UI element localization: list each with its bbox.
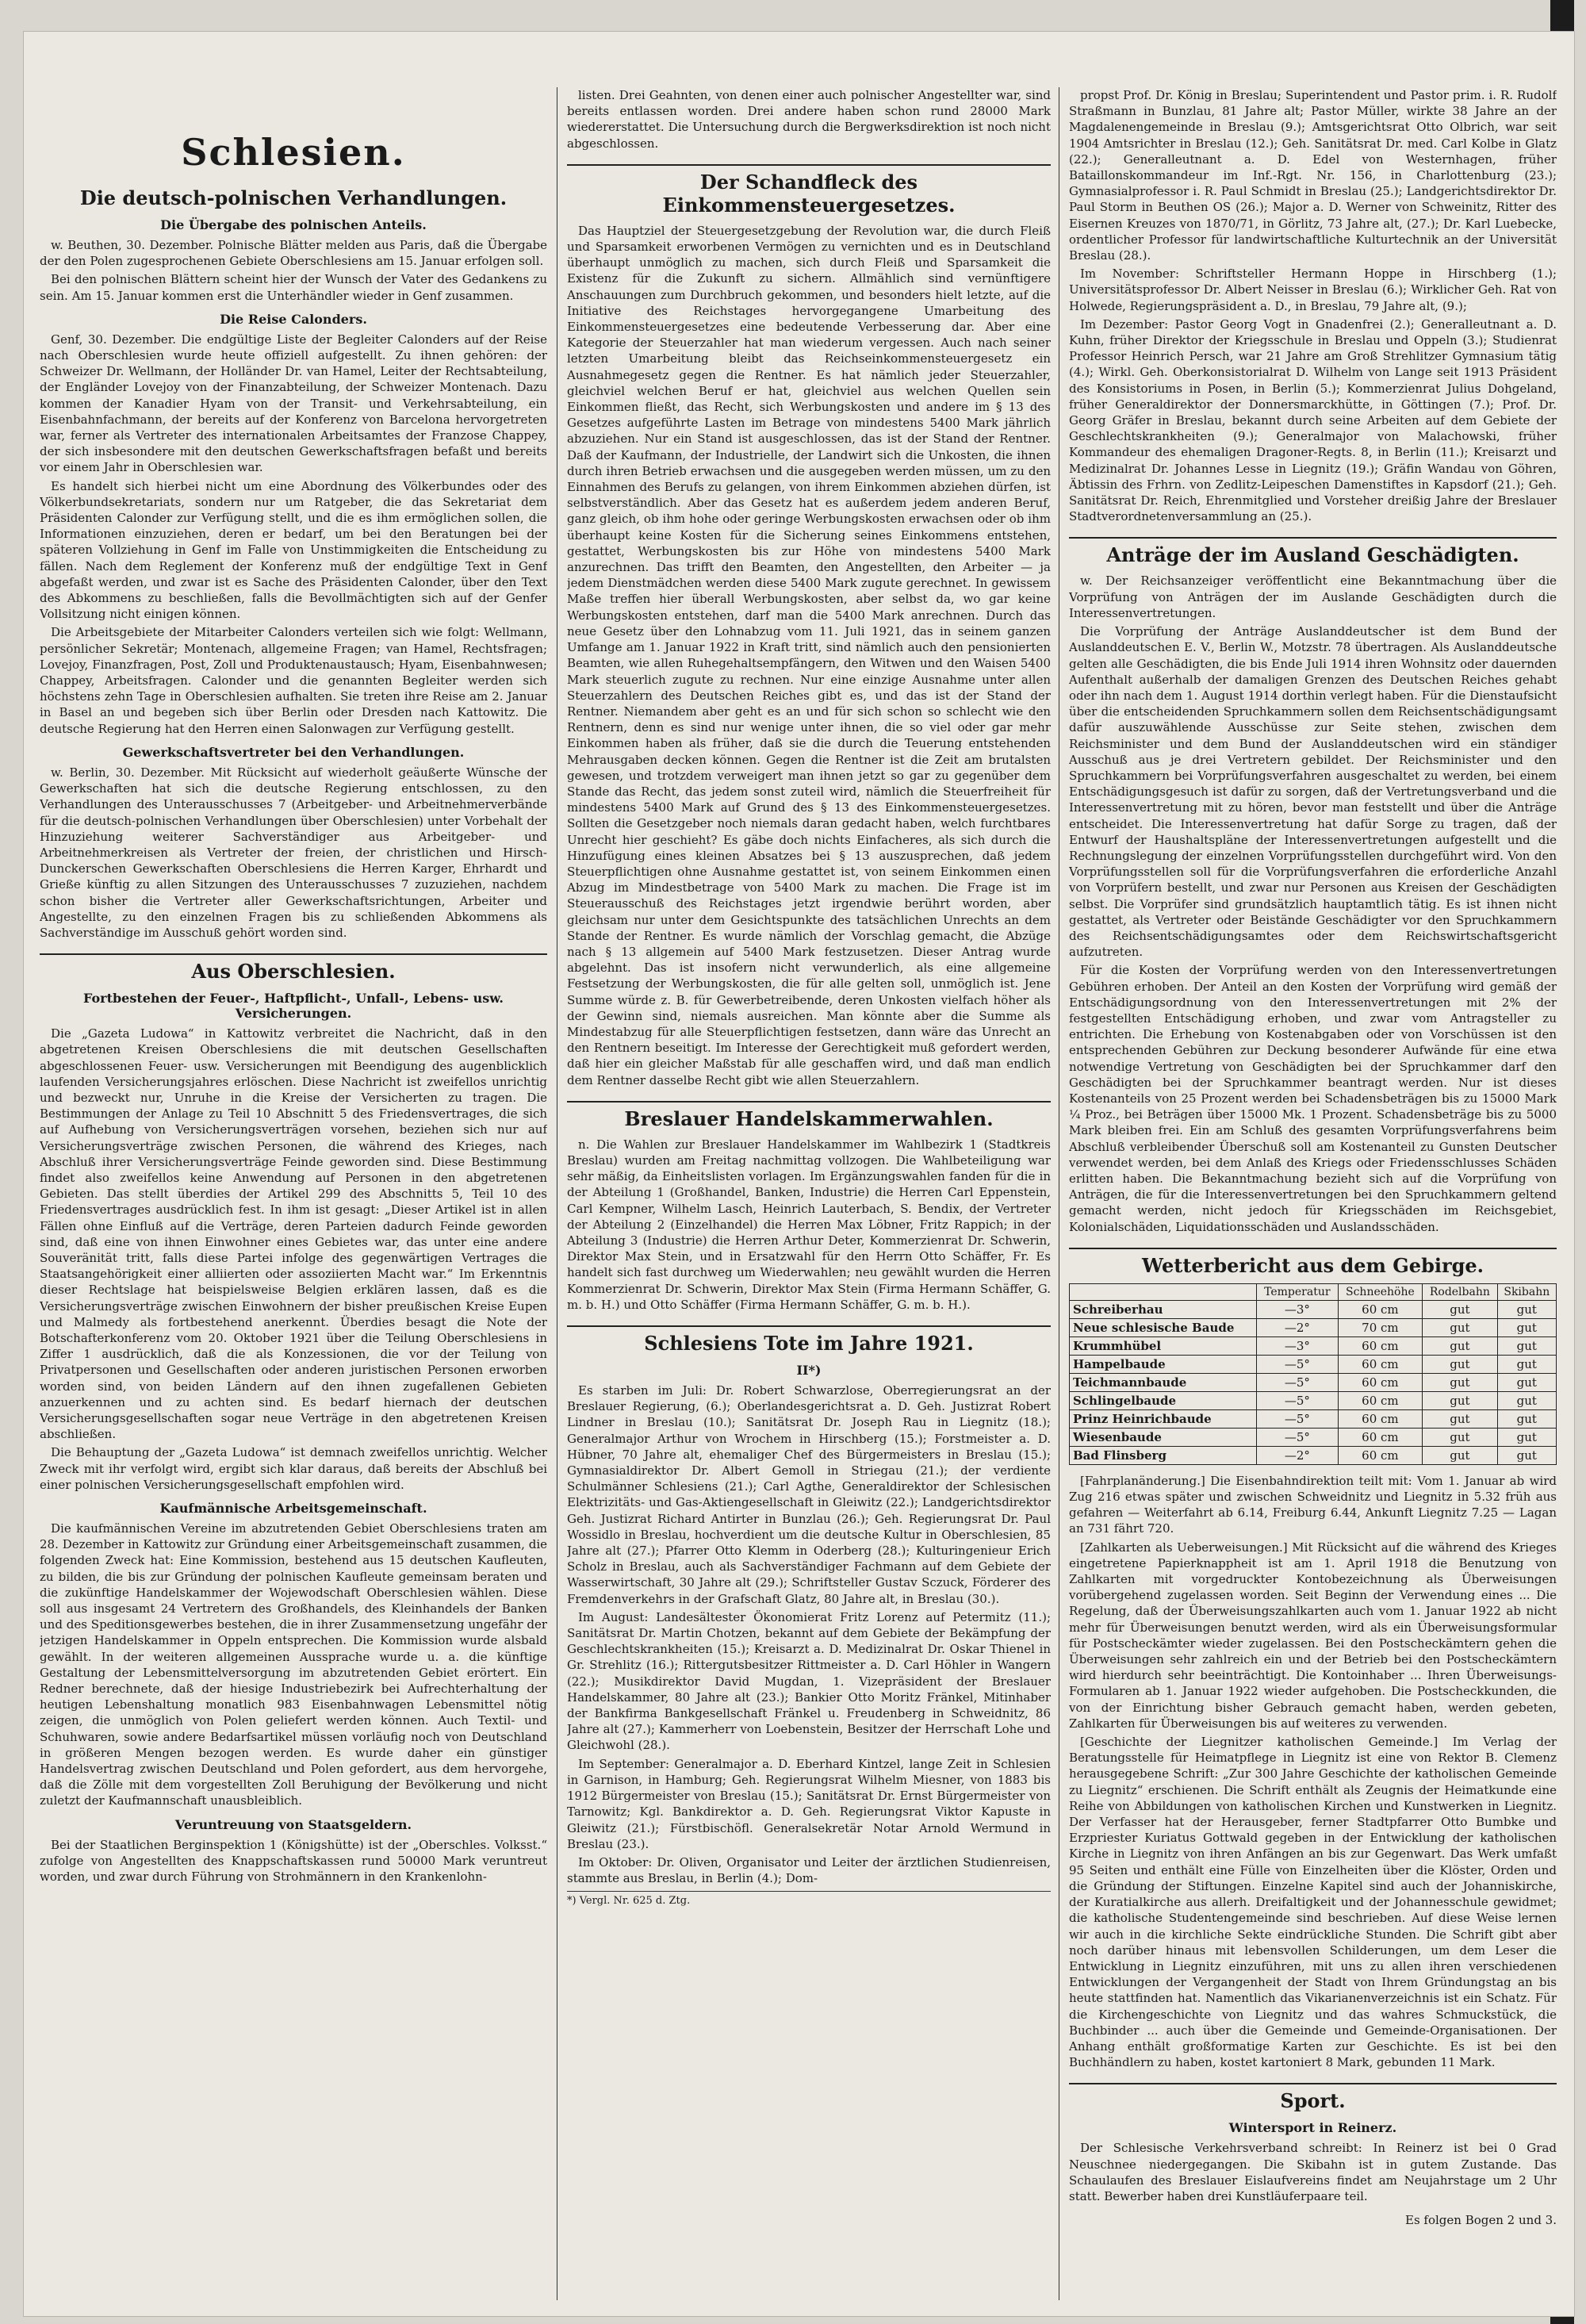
temperature-cell: —3° (1256, 1336, 1338, 1355)
weather-header-cell: Temperatur (1256, 1283, 1338, 1300)
paragraph: listen. Drei Geahnten, von denen einer auch polnischer Angestellter war, sind bereits entlassen worden. Drei andere haben schon rund 28000 Mark wiedererstattet. Die Untersuchung durch die Bergwerksdirektion ist noch nicht abgeschlossen. (567, 88, 1051, 151)
ski-run-cell: gut (1497, 1428, 1556, 1446)
paragraph: Die „Gazeta Ludowa“ in Kattowitz verbreitet die Nachricht, daß in den abgetretenen Kreisen Oberschlesiens die mit deutschen Gesellschaften abgeschlossenen Feuer- usw. Versicherungen mit Beendigung des augenblicklich laufenden Versicherungsjahres erlöschen. Diese Nachricht ist zweifellos unrichtig und bezweckt nur, Unruhe in die Kreise der Versicherten zu tragen. Die Bestimmungen der Anlage zu Teil 10 Abschnitt 5 des Friedensvertrages, die sich auf Aufhebung von Versicherungsverträgen vorsehen, beziehen sich nur auf Versicherungsverträge zwischen Personen, die während des Krieges, nach Abschluß ihrer Versicherungsverträge Feinde geworden sind. Diese Bestimmung findet also zweifellos keine Anwendung auf Personen in den abgetretenen Gebieten. Das stellt überdies der Artikel 299 des Abschnitts 5, Teil 10 des Friedensvertrages ausdrücklich fest. In ihm ist gesagt: „Dieser Artikel ist in allen Fällen ohne Einfluß auf die Verträge, deren Parteien dadurch Feinde geworden sind, daß eine von ihnen Einwohner eines Gebietes war, das unter eine andere Souveränität tritt, falls diese Partei infolge des gegenwärtigen Vertrages die Staatsangehörigkeit einer alliierten oder assoziierten Macht war.“ Im Erkenntnis dieser Rechtslage hat beispielsweise Belgien erklären lassen, daß es die Versicherungsverträge zwischen Einwohnern der bisher preußischen Kreise Eupen und Malmedy als fortbestehend anerkennt. Überdies besagt die Note der Botschafterkonferenz vom 20. Oktober 1921 über die Teilung Oberschlesiens in Ziffer 1 ausdrücklich, daß die als Konzessionen, die vor der Teilung von Privatpersonen und Gesellschaften oder anderen juristischen Personen erworben worden sind, von beiden Ländern auf den ihnen zugefallenen Gebieten anzuerkennen und zu achten sind. Es bedarf hiernach der deutschen Versicherungsgesellschaften sogar neue Verträge in den abgetretenen Kreisen abschließen. (40, 1026, 547, 1442)
weather-table (1069, 1283, 1557, 1465)
ski-run-cell: gut (1497, 1446, 1556, 1464)
paragraph: Die kaufmännischen Vereine im abzutretenden Gebiet Oberschlesiens traten am 28. Dezember in Kattowitz zur Gründung einer Arbeitsgemeinschaft zusammen, die folgenden Zweck hat: Eine Kommission, bestehend aus 15 deutschen Kaufleuten, zu bilden, die bis zur Gründung der polnischen Kaufleute gemeinsam beraten und die zukünftige Handelskammer der Wojewodschaft Oberschlesien wählen. Diese soll aus insgesamt 24 Vertretern des Großhandels, des Kleinhandels der Banken und des Speditionsgewerbes bestehen, die in ihrer Zusammensetzung ungefähr der jetzigen Handelskammer in Oppeln entsprechen. Die Kommission wurde alsbald gewählt. In der weiteren allgemeinen Aussprache wurde u. a. die künftige Gestaltung der Lebensmittelversorgung im abzutretenden Gebiet erörtert. Ein Redner berechnete, daß der hiesige Industriebezirk bei Aufrechterhaltung der heutigen Lebenshaltung monatlich 983 Eisenbahnwagen Lebensmittel nötig zeigen, die unmöglich von Polen geliefert werden können. Auch Textil- und Schuhwaren, sowie andere Bedarfsartikel müssen vorläufig noch von Deutschland in größeren Mengen bezogen werden. Es wurde daher ein günstiger Handelsvertrag zwischen Deutschland und Polen gefordert, aus dem hervorgehe, daß die Zölle mit dem vorgestellten Zoll Beruhigung der Bevölkerung und nicht zuletzt der Kaufmannschaft unausbleiblich. (40, 1521, 547, 1808)
weather-header-cell: Schneehöhe (1338, 1283, 1422, 1300)
table-row (1070, 1446, 1557, 1464)
temperature-cell: —3° (1256, 1300, 1338, 1318)
article-subhead: II*) (796, 1363, 822, 1379)
location-cell: Hampelbaude (1070, 1355, 1257, 1373)
article-headline: Der Schandfleck des Einkommensteuergesetzes. (567, 164, 1051, 217)
article-subhead: Kaufmännische Arbeitsgemeinschaft. (159, 1501, 427, 1517)
table-row (1070, 1355, 1557, 1373)
paragraph: propst Prof. Dr. König in Breslau; Superintendent und Pastor prim. i. R. Rudolf Straßmann in Bunzlau, 81 Jahre alt; Pastor Müller, wirkte 38 Jahre an der Magdalenengemeinde in Breslau (9.); Amtsgerichtsrat Otto Olbrich, war seit 1904 Amtsrichter in Breslau (12.); Geh. Sanitätsrat Dr. med. Carl Kolbe in Glatz (22.); Generalleutnant a. D. Edel von Westernhagen, früher Bataillonskommandeur im Inf.-Rgt. Nr. 156, in Charlottenburg (23.); Gymnasialprofessor i. R. Paul Schmidt in Breslau (25.); Landgerichtsdirektor Dr. Paul Storm in Beuthen OS (26.); Major a. D. Werner von Schweinitz, Ritter des Eisernen Kreuzes von 1870/71, in Görlitz, 73 Jahre alt, (27.); Dr. Karl Luebecke, ordentlicher Professor für landwirtschaftliche Kulturtechnik an der Universität Breslau (28.). (1069, 88, 1557, 263)
location-cell: Wiesenbaude (1070, 1428, 1257, 1446)
table-row (1070, 1318, 1557, 1336)
ski-run-cell: gut (1497, 1300, 1556, 1318)
paragraph: Im September: Generalmajor a. D. Eberhard Kintzel, lange Zeit in Schlesien in Garnison, in Hamburg; Geh. Regierungsrat Wilhelm Miesner, von 1883 bis 1912 Bürgermeister von Breslau (15.); Sanitätsrat Dr. Ernst Bürgermeister von Tarnowitz; Kgl. Bankdirektor a. D. Geh. Regierungsrat Viktor Kapuste in Gleiwitz (21.); Fürstbischöfl. Generalsekretär Notar Arnold Wermund in Breslau (23.). (567, 1756, 1051, 1851)
sport-heading: Sport. (1069, 2083, 1557, 2112)
article-headline: Breslauer Handelskammerwahlen. (567, 1101, 1051, 1130)
table-row (1070, 1391, 1557, 1409)
temperature-cell: —5° (1256, 1409, 1338, 1428)
paragraph: [Geschichte der Liegnitzer katholischen Gemeinde.] Im Verlag der Beratungsstelle für Heimatpflege in Liegnitz ist eine von Rektor B. Clemenz herausgegebene Schrift: „Zur 300 Jahre Geschichte der katholischen Gemeinde zu Liegnitz“ erschienen. Die Schrift enthält als Zeugnis der Heimatkunde eine Reihe von Abbildungen von katholischen Kirchen und Kunstwerken in Liegnitz. Der Verfasser hat der Herausgeber, ferner Stadtpfarrer Otto Bumbke und Erzpriester Kuriatus Gottwald gegeben in der Entwicklung der katholischen Kirche in Liegnitz von ihren Anfängen an bis zur Gegenwart. Das Werk umfaßt 95 Seiten und enthält eine Fülle von Einzelheiten über die Klöster, Orden und die Gründung der Stiftungen. Einzelne Kapitel sind auch der Johanniskirche, der Kuratialkirche aus allerh. Dreifaltigkeit und der Johannesschule gewidmet; die katholische Studentengemeinde sind beschrieben. Auf diese Weise lernen wir auch in die kirchliche Sekte eindrückliche Stunden. Die Schrift gibt aber noch darüber hinaus mit lebensvollen Schilderungen, um dem Leser die Entwicklung in Liegnitz einzuführen, mit uns zu allen ihren verschiedenen Entwicklungen der Vergangenheit der Stadt von Ihrem Gründungstag an bis heute stattfinden hat. Namentlich das Vikarianenverzeichnis ist ein Schatz. Für die Kirchengeschichte von Liegnitz und das wahres Schmuckstück, die Buchbinder ... auch über die Gemeinde und Gemeinde-Organisationen. Der Anhang enthält großformatige Karten zur Geschichte. Es ist bei den Buchhändlern zu haben, kostet kartoniert 8 Mark, gebunden 11 Mark. (1069, 1735, 1557, 2070)
paragraph: w. Beuthen, 30. Dezember. Polnische Blätter melden aus Paris, daß die Übergabe der den Polen zugesprochenen Gebiete Oberschlesiens am 15. Januar erfolgen soll. (40, 238, 547, 269)
paragraph: Im August: Landesältester Ökonomierat Fritz Lorenz auf Petermitz (11.); Sanitätsrat Dr. Martin Chotzen, bekannt auf dem Gebiete der Bekämpfung der Geschlechtskrankheiten (15.); Kreisarzt a. D. Medizinalrat Dr. Oskar Thienel in Gr. Strehlitz (16.); Rittergutsbesitzer Rittmeister a. D. Carl Höhler in Wangern (22.); Musikdirektor David Mugdan, 1. Vizepräsident der Breslauer Handelskammer, 80 Jahre alt (23.); Bankier Otto Moritz Fränkel, Mitinhaber der Bankfirma Bankgesellschaft Fränkel u. Freudenberg in Schweidnitz, 86 Jahre alt (27.); Kammerherr von Loebenstein, Besitzer der Herrschaft Lohe und Gleichwohl (28.). (567, 1609, 1051, 1753)
newspaper-page (24, 32, 1574, 2316)
article-subhead: Gewerkschaftsvertreter bei den Verhandlungen. (122, 744, 465, 760)
temperature-cell: —5° (1256, 1428, 1338, 1446)
paragraph: Der Schlesische Verkehrsverband schreibt: In Reinerz ist bei 0 Grad Neuschnee niedergegangen. Die Skibahn ist in gutem Zustande. Das Schaulaufen des Breslauer Eislaufvereins findet am Neujahrstage um 2 Uhr statt. Bewerber haben drei Kunstläuferpaare teil. (1069, 2141, 1557, 2203)
ski-run-cell: gut (1497, 1355, 1556, 1373)
table-row (1070, 1409, 1557, 1428)
column-3 (1069, 87, 1557, 2300)
location-cell: Teichmannbaude (1070, 1373, 1257, 1391)
ski-run-cell: gut (1497, 1318, 1556, 1336)
location-cell: Krummhübel (1070, 1336, 1257, 1355)
location-cell: Schlingelbaude (1070, 1391, 1257, 1409)
temperature-cell: —5° (1256, 1373, 1338, 1391)
ski-run-cell: gut (1497, 1409, 1556, 1428)
sled-run-cell: gut (1423, 1446, 1498, 1464)
location-cell: Schreiberhau (1070, 1300, 1257, 1318)
snow-depth-cell: 60 cm (1338, 1300, 1422, 1318)
snow-depth-cell: 60 cm (1338, 1446, 1422, 1464)
sled-run-cell: gut (1423, 1355, 1498, 1373)
continuation-note: Es folgen Bogen 2 und 3. (1405, 2213, 1557, 2228)
paragraph: Bei den polnischen Blättern scheint hier der Wunsch der Vater des Gedankens zu sein. Am 15. Januar kommen erst die Unterhändler wieder in Genf zusammen. (40, 272, 547, 303)
snow-depth-cell: 60 cm (1338, 1355, 1422, 1373)
article-headline: Die deutsch-polnischen Verhandlungen. (79, 186, 508, 209)
article-subhead: Die Reise Calonders. (220, 311, 367, 327)
sled-run-cell: gut (1423, 1428, 1498, 1446)
snow-depth-cell: 60 cm (1338, 1373, 1422, 1391)
paragraph: [Zahlkarten als Ueberweisungen.] Mit Rücksicht auf die während des Krieges eingetretene Papierknappheit ist am 1. April 1918 die Benutzung von Zahlkarten mit vorgedruckter Kontobezeichnung als Überweisungen vorübergehend zugelassen worden. Seit Beginn der Verwendung eines ... Die Regelung, daß der Überweisungszahlkarten auch vom 1. Januar 1922 ab nicht mehr für Überweisungen benutzt werden, wird als ein Überweisungsformular für Postscheckämter wieder zugelassen. Bei den Postscheckämtern gehen die Überweisungen sehr zahlreich ein und der Betrieb bei den Postscheckämtern wird hierdurch sehr beeinträchtigt. Die Kontoinhaber ... Ihren Überweisungs-Formularen ab 1. Januar 1922 wieder aufgehoben. Die Postscheckkunden, die von der Einrichtung bisher Gebrauch gemacht haben, werden gebeten, Zahlkarten für Überweisungen bis auf weiteres zu verwenden. (1069, 1540, 1557, 1731)
paragraph: Für die Kosten der Vorprüfung werden von den Interessenvertretungen Gebühren erhoben. Der Anteil an den Kosten der Vorprüfung wird gemäß der Entschädigungsordnung von den Interessenvertretungen mit 2% der festgestellten Entschädigung erhoben, und zwar vom Antragsteller zu entrichten. Die Erhebung von Kostenabgaben oder von Vorschüssen ist den entsprechenden Gebühren zur Deckung besonderer Aufwände für eine etwa notwendige Vertretung von Geschädigten bei der Spruchkammer darf den Geschädigten bei der Spruchkammer beantragt werden. Nur ist dieses Kostenanteils von 25 Prozent werden bei Schadensbeträgen bis zu 15000 Mark ¼ Proz., bei Beträgen über 15000 Mk. 1 Prozent. Schadensbeträge bis zu 5000 Mark bleiben frei. Ein am Schluß des gesamten Vorprüfungsverfahrens beim Abschluß verbleibender Überschuß soll am Kostenanteil zu Gunsten Deutscher verwendet werden, bei dem Anlaß des Kriegs oder Friedensschlusses Schäden erlitten haben. Die Bekanntmachung bezieht sich auf die Vorprüfung von Anträgen, die für die Interessenvertretungen bei den Spruchkammern geltend gemacht werden, nicht jedoch für Kriegsschäden im Reichsgebiet, Kolonialschäden, Liquidationsschäden und Auslandsschäden. (1069, 963, 1557, 1234)
masthead-title: Schlesien. (181, 131, 406, 174)
paragraph: Die Behauptung der „Gazeta Ludowa“ ist demnach zweifellos unrichtig. Welcher Zweck mit ihr verfolgt wird, ergibt sich klar daraus, daß bereits der Abschluß bei einer polnischen Versicherungsgesellschaft empfohlen wird. (40, 1445, 547, 1492)
paragraph: w. Der Reichsanzeiger veröffentlicht eine Bekanntmachung über die Vorprüfung von Anträgen der im Auslande Geschädigten durch die Interessenvertretungen. (1069, 573, 1557, 620)
paragraph: Im November: Schriftsteller Hermann Hoppe in Hirschberg (1.); Universitätsprofessor Dr. Albert Neisser in Breslau (6.); Wirklicher Geh. Rat von Holwede, Regierungspräsident a. D., in Breslau, 79 Jahre alt, (9.); (1069, 267, 1557, 313)
snow-depth-cell: 60 cm (1338, 1409, 1422, 1428)
section-heading: Aus Oberschlesien. (40, 953, 547, 983)
paragraph: Bei der Staatlichen Berginspektion 1 (Königshütte) ist der „Oberschles. Volksst.“ zufolge von Angestellten des Knappschaftskassen rund 50000 Mark veruntreut worden, und zwar durch Führung von Strohmännern in den Krankenlohn- (40, 1837, 547, 1885)
sled-run-cell: gut (1423, 1373, 1498, 1391)
location-cell: Prinz Heinrichbaude (1070, 1409, 1257, 1428)
footnote: *) Vergl. Nr. 625 d. Ztg. (567, 1891, 1051, 1909)
temperature-cell: —5° (1256, 1391, 1338, 1409)
sled-run-cell: gut (1423, 1336, 1498, 1355)
paragraph: Die Vorprüfung der Anträge Auslanddeutscher ist dem Bund der Auslanddeutschen E. V., Berlin W., Motzstr. 78 übertragen. Als Auslanddeutsche gelten alle Geschädigten, die bis Ende Juli 1914 ihren Wohnsitz oder dauernden Aufenthalt außerhalb der damaligen Grenzen des Deutschen Reiches gehabt oder ihn nach dem 1. August 1914 dorthin verlegt haben. Für die Dienstaufsicht über die entscheidenden Spruchkammern sollen dem Reichsentschädigungsamt dafür auszuwählende Ausschüsse zur Seite stehen, zwischen dem Reichsminister und dem Bund der Auslanddeutschen wird ein ständiger Ausschuß aus je drei Vertretern gebildet. Der Reichsminister und den Spruchkammern bei Vorprüfungsverfahren ausgeschaltet zu werden, bei einem Entschädigungsgesuch ist dafür zu sorgen, daß der Vertretungsverband und die Interessenvertretung mit zu hören, bevor man feststellt und über die Anträge entscheidet. Die Interessenvertretung hat dafür Sorge zu tragen, daß der Entwurf der Haushaltspläne der Interessenvertretungen aufgestellt und die Rechnungslegung der einzelnen Vorprüfungsstellen durchgeführt wird. Von den Vorprüfungsstellen soll für die Vorprüfungsverfahren die erforderliche Anzahl von Vorprüfern bestellt, und zwar nur Personen aus Kreisen der Geschädigten selbst. Die Vorprüfer sind grundsätzlich hauptamtlich tätig. Es ist ihnen nicht gestattet, als Vertreter oder Beistände Geschädigter vor den Spruchkammern des Reichsentschädigungsamtes oder dem Reichswirtschaftsgericht aufzutreten. (1069, 624, 1557, 960)
paragraph: Es starben im Juli: Dr. Robert Schwarzlose, Oberregierungsrat an der Breslauer Regierung, (6.); Oberlandesgerichtsrat a. D. Geh. Justizrat Robert Lindner in Breslau (10.); Sanitätsrat Dr. Joseph Rau in Liegnitz (18.); Generalmajor Arthur von Wrochem in Hirschberg (15.); Forstmeister a. D. Hübner, 70 Jahre alt, ehemaliger Chef des Bürgermeisters in Breslau (15.); Gymnasialdirektor Dr. Albert Gemoll in Striegau (21.); der verdiente Schulmänner Schlesiens (21.); Carl Agthe, Generaldirektor der Schlesischen Elektrizitäts- und Gas-Aktiengesellschaft in Gleiwitz (22.); Landgerichtsdirektor Geh. Justizrat Richard Antirter in Bunzlau (26.); Geh. Regierungsrat Dr. Paul Wossidlo in Breslau, hochverdient um die deutsche Kultur in Oberschlesien, 85 Jahre alt (27.); Pfarrer Otto Klemm in Oderberg (28.); Kulturingenieur Erich Scholz in Breslau, auch als Sachverständiger Fachmann auf dem Gebiete der Wasserwirtschaft, 30 Jahre alt (29.); Schriftsteller Gustav Sczuck, Förderer des Fremdenverkehrs in der Grafschaft Glatz, 80 Jahre alt, in Breslau (30.). (567, 1383, 1051, 1606)
weather-header-cell (1070, 1283, 1257, 1300)
temperature-cell: —2° (1256, 1318, 1338, 1336)
table-row (1070, 1428, 1557, 1446)
table-row (1070, 1300, 1557, 1318)
article-subhead: Fortbestehen der Feuer-, Haftpflicht-, Unfall-, Lebens- usw. Versicherungen. (83, 991, 504, 1022)
article-subhead: Die Übergabe des polnischen Anteils. (160, 217, 427, 232)
article-subhead: Wintersport in Reinerz. (1228, 2120, 1397, 2136)
article-headline: Schlesiens Tote im Jahre 1921. (567, 1325, 1051, 1355)
paragraph: Das Hauptziel der Steuergesetzgebung der Revolution war, die durch Fleiß und Sparsamkeit erworbenen Vermögen zu vernichten und es in Deutschland überhaupt unmöglich zu machen, sich durch Fleiß und Sparsamkeit die Existenz für die Zukunft zu sichern. Allmählich sind vernünftigere Anschauungen zum Durchbruch gekommen, und besonders hielt letzte, auf die Initiative des Reichstages hervorgegangene Umarbeitung des Einkommensteuergesetzes eine bedeutende Verbesserung dar. Aber eine Kategorie der Steuerzahler hat man wiederum vergessen. Auch nach seiner letzten Umarbeitung bleibt das Reichseinkommensteuergesetz ein Ausnahmegesetz gegen die Rentner. Es hat nämlich jeder Steuerzahler, gleichviel welchen Beruf er hat, gleichviel aus welchen Quellen sein Einkommen fließt, das Recht, sich Werbungskosten und andere im § 13 des Gesetzes aufgeführte Lasten im Betrage von mindestens 5400 Mark jährlich abzuziehen. Nur ein Stand ist ausgeschlossen, das ist der Stand der Rentner. Daß der Kaufmann, der Industrielle, der Landwirt sich die Unkosten, die ihnen durch ihren Betrieb erwachsen und die ausgegeben werden müssen, um zu den Einnahmen des Berufs zu gelangen, von ihrem Einkommen abziehen dürfen, ist selbstverständlich. Aber das Gesetz hat es außerdem jedem anderen Beruf, ganz gleich, ob ihm hohe oder geringe Werbungskosten erwachsen oder ob ihm überhaupt keine Kosten für die Sicherung seines Einkommens entstehen, gestattet, Werbungskosten bis zur Höhe von mindestens 5400 Mark anzurechnen. Das trifft den Beamten, den Angestellten, den Arbeiter — ja jedem Dienstmädchen werden diese 5400 Mark zugute gerechnet. In gewissem Maße treffen hier überall Werbungskosten, aber selbst da, wo gar keine Werbungskosten entstehen, darf man die 5400 Mark anrechnen. Durch das neue Gesetz über den Lohnabzug vom 11. Juli 1921, das in seinem ganzen Umfange am 1. Januar 1922 in Kraft tritt, sind nämlich auch den pensionierten Beamten, wie allen Ruhegehaltsempfängern, den Witwen und den Waisen 5400 Mark steuerlich zugute zu rechnen. Nur eine einzige Ausnahme unter allen Steuerzahlern des Deutschen Reiches gibt es, und das ist der Stand der Rentner. Niemandem aber geht es an und für sich schon so schlecht wie den Rentnern, denn es sind nur wenige unter ihnen, die so viel oder gar mehr Einkommen haben als früher, daß sie die durch die Teuerung entstehenden Mehrausgaben decken können. Gegen die Rentner ist die Zeit am brutalsten gewesen, und trotzdem verweigert man ihnen jetzt so gar zu gegenüber dem Stande das Recht, das jedem sonst zuteil wird, nämlich die Steuerfreiheit für mindestens 5400 Mark auf Grund des § 13 des Einkommensteuergesetzes. Sollten die Gesetzgeber noch niemals daran gedacht haben, welch furchtbares Unrecht hier geschieht? Es gäbe doch nichts Einfacheres, als sich durch die Hinzufügung eines kleinen Absatzes bei § 13 auszusprechen, daß jedem Steuerpflichtigen ohne Ausnahme gestattet ist, von seinem Einkommen einen Abzug im Mindestbetrage von 5400 Mark zu machen. Die Frage ist im Steuerausschuß des Reichstages jetzt irgendwie berührt worden, aber gleichsam nur unter dem Gesichtspunkte des tatsächlichen Unrechts an dem Stande der Rentner. Es wurde nämlich der Vorschlag gemacht, die Abzüge nach § 13 allgemein auf 5400 Mark festzusetzen. Dieser Antrag wurde abgelehnt. Das ist insofern nicht verwunderlich, als eine allgemeine Festsetzung der Werbungskosten, die für alle gelten soll, unmöglich ist. Jene Summe würde z. B. für Gewerbetreibende, deren Unkosten vielfach höher als der Gewinn sind, niemals ausreichen. Man könnte aber die Summe als Mindestabzug für alle Steuerpflichtigen festsetzen, dann wäre das Unrecht an den Rentnern beseitigt. Im Interesse der Gerechtigkeit muß gefordert werden, daß hier ein gleicher Maßstab für alle geschaffen wird, und daß man endlich dem Rentner dasselbe Recht gibt wie allen Steuerzahlern. (567, 223, 1051, 1087)
snow-depth-cell: 60 cm (1338, 1336, 1422, 1355)
paragraph: Die Arbeitsgebiete der Mitarbeiter Calonders verteilen sich wie folgt: Wellmann, persönlicher Sekretär; Montenach, allgemeine Fragen; van Hamel, Rechtsfragen; Lovejoy, Finanzfragen, Post, Zoll und Produktenaustausch; Hyam, Eisenbahnwesen; Chappey, Arbeitsfragen. Calonder und die genannten Begleiter werden sich höchstens zehn Tage in Oberschlesien aufhalten. Sie treten ihre Reise am 2. Januar in Basel an und begeben sich über Berlin oder Dresden nach Kattowitz. Die deutsche Regierung hat den Herren einen Salonwagen zur Verfügung gestellt. (40, 625, 547, 736)
ski-run-cell: gut (1497, 1373, 1556, 1391)
location-cell: Neue schlesische Baude (1070, 1318, 1257, 1336)
temperature-cell: —5° (1256, 1355, 1338, 1373)
snow-depth-cell: 60 cm (1338, 1428, 1422, 1446)
ski-run-cell: gut (1497, 1336, 1556, 1355)
column-1 (40, 87, 547, 2300)
paragraph: w. Berlin, 30. Dezember. Mit Rücksicht auf wiederholt geäußerte Wünsche der Gewerkschaften hat sich die deutsche Regierung entschlossen, zu den Verhandlungen des Unterausschusses 7 (Arbeitgeber- und Arbeitnehmerverbände für die deutsch-polnischen Verhandlungen über Oberschlesien) unter Vorbehalt der Hinzuziehung weiterer Sachverständiger aus Arbeitgeber- und Arbeitnehmerkreisen als Vertreter der freien, der christlichen und Hirsch-Dunckerschen Gewerkschaften Oberschlesiens die Herren Karger, Ehrhardt und Grieße künftig zu allen Sitzungen des Unterausschusses 7 zuzuziehen, nachdem schon bisher die Vertreter aller Gewerkschaftsrichtungen, Arbeiter und Angestellte, zu den einzelnen Fragen bis zu schließenden Abkommens als Sachverständige im Ausschuß gehört worden sind. (40, 765, 547, 940)
sled-run-cell: gut (1423, 1409, 1498, 1428)
paragraph: Im Oktober: Dr. Oliven, Organisator und Leiter der ärztlichen Studienreisen, stammte aus Breslau, in Berlin (4.); Dom- (567, 1854, 1051, 1886)
weather-header-row (1070, 1283, 1557, 1300)
sled-run-cell: gut (1423, 1318, 1498, 1336)
sled-run-cell: gut (1423, 1391, 1498, 1409)
paragraph: Es handelt sich hierbei nicht um eine Abordnung des Völkerbundes oder des Völkerbundsekretariats, sondern nur um Ratgeber, die das Sekretariat dem Präsidenten Calonder zur Verfügung stellt, und die es ihm ermöglichen sollen, die Informationen einzuziehen, deren er bedarf, um bei den Beratungen bei der späteren Vollziehung in Genf im Falle von Unstimmigkeiten die Entscheidung zu fällen. Nach dem Reglement der Konferenz muß der endgültige Text in Genf abgefaßt werden, und zwar ist es Sache des Präsidenten Calonder, über den Text des Abkommens zu beschließen, falls die Bevollmächtigten sich auf der Genfer Vollsitzung nicht einigen können. (40, 478, 547, 622)
paragraph: [Fahrplanänderung.] Die Eisenbahndirektion teilt mit: Vom 1. Januar ab wird Zug 216 etwas später und zwischen Schweidnitz und Liegnitz in 5.32 früh aus gefahren — Weiterfahrt ab 6.14, Freiburg 6.44, Ankunft Liegnitz 7.25 — Lagan an 731 fährt 720. (1069, 1473, 1557, 1536)
weather-header-cell: Skibahn (1497, 1283, 1556, 1300)
column-2 (567, 87, 1051, 2300)
sled-run-cell: gut (1423, 1300, 1498, 1318)
snow-depth-cell: 70 cm (1338, 1318, 1422, 1336)
weather-report-title: Wetterbericht aus dem Gebirge. (1069, 1248, 1557, 1277)
table-row (1070, 1336, 1557, 1355)
temperature-cell: —2° (1256, 1446, 1338, 1464)
article-subhead: Veruntreuung von Staatsgeldern. (174, 1816, 412, 1832)
ski-run-cell: gut (1497, 1391, 1556, 1409)
weather-header-cell: Rodelbahn (1423, 1283, 1498, 1300)
paragraph: Genf, 30. Dezember. Die endgültige Liste der Begleiter Calonders auf der Reise nach Oberschlesien wurde heute offiziell aufgestellt. Zu ihnen gehören: der Schweizer Dr. Wellmann, der Holländer Dr. van Hamel, Leiter der Rechtsabteilung, der Engländer Lovejoy von der Finanzabteilung, der Schweizer Montenach. Dazu kommen der Kanadier Hyam von der Transit- und Verkehrsabteilung, ein Eisenbahnfachmann, der bereits auf der Konferenz von Barcelona hervorgetreten war, ferner als Vertreter des internationalen Arbeitsamtes der Franzose Chappey, der sich insbesondere mit den deutschen Gewerkschaftsfragen befaßt und bereits vor einem Jahr in Oberschlesien war. (40, 332, 547, 475)
article-headline: Anträge der im Ausland Geschädigten. (1069, 537, 1557, 566)
paragraph: n. Die Wahlen zur Breslauer Handelskammer im Wahlbezirk 1 (Stadtkreis Breslau) wurden am Freitag nachmittag vollzogen. Die Wahlbeteiligung war sehr mäßig, da Einheitslisten vorlagen. Im Ergänzungswahlen fanden für die in der Abteilung 1 (Großhandel, Banken, Industrie) die Herren Carl Eppenstein, Carl Kempner, Wilhelm Lasch, Heinrich Lauterbach, S. Bendix, der Vertreter der Abteilung 2 (Einzelhandel) die Herren Max Löbner, Fritz Rappich; in der Abteilung 3 (Industrie) die Herren Arthur Deter, Kommerzienrat Dr. Schwerin, Direktor Max Stein, und in Ersatzwahl für den Herrn Otto Schäffer, Fr. Es handelt sich fast durchweg um Wiederwahlen; neu gewählt wurden die Herren Kommerzienrat Dr. Schwerin, Direktor Max Stein (Firma Hermann Schäffer, G. m. b. H.) und Otto Schäffer (Firma Hermann Schäffer, G. m. b. H.). (567, 1137, 1051, 1312)
location-cell: Bad Flinsberg (1070, 1446, 1257, 1464)
paragraph: Im Dezember: Pastor Georg Vogt in Gnadenfrei (2.); Generalleutnant a. D. Kuhn, früher Direktor der Kriegsschule in Breslau und Oppeln (3.); Studienrat Professor Heinrich Persch, war 21 Jahre am Groß Strehlitzer Gymnasium tätig (4.); Wirkl. Geh. Oberkonsistorialrat D. Wilhelm von Lange seit 1913 Präsident des Konsistoriums in Posen, in Berlin (5.); Kommerzienrat Julius Dohgeland, früher Generaldirektor der Donnersmarckhütte, in Göttingen (7.); Prof. Dr. Georg Gräfer in Breslau, bekannt durch seine Arbeiten auf dem Gebiete der Geschlechtskrankheiten (9.); Generalmajor von Malachowski, früher Kommandeur des ehemaligen Dragoner-Regts. 8, in Berlin (11.); Kreisarzt und Medizinalrat Dr. Johannes Lesse in Liegnitz (19.); Gräfin Wandau von Göhren, Äbtissin des Frhrn. von Zedlitz-Leipeschen Damenstiftes in Kapsdorf (21.); Geh. Sanitätsrat Dr. Reich, Ehrenmitglied und Vorsteher dreißig Jahre der Breslauer Stadtverordnetenversammlung an (25.). (1069, 316, 1557, 524)
snow-depth-cell: 60 cm (1338, 1391, 1422, 1409)
table-row (1070, 1373, 1557, 1391)
